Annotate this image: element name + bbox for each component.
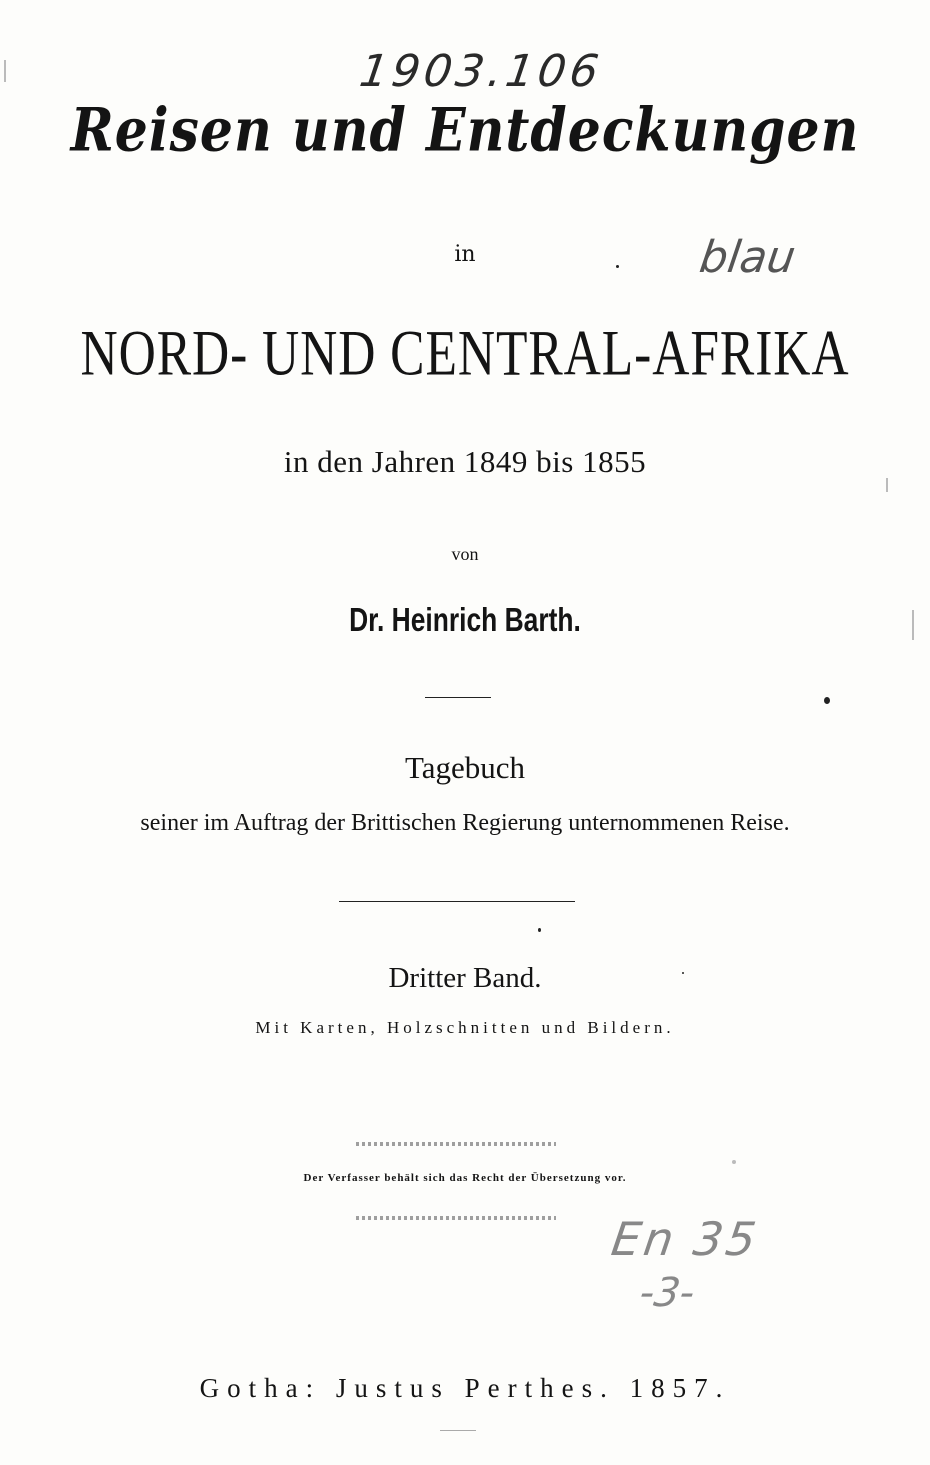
imprint-rule bbox=[440, 1430, 476, 1431]
author-name: Dr. Heinrich Barth. bbox=[349, 602, 581, 639]
by-line: von bbox=[451, 544, 479, 564]
ink-speck bbox=[616, 265, 619, 268]
publisher-imprint: Gotha: Justus Perthes. 1857. bbox=[199, 1373, 731, 1403]
handwritten-call-number: En 35 bbox=[608, 1212, 763, 1266]
subtitle: seiner im Auftrag der Brittischen Regierung unternommenen Reise. bbox=[140, 810, 790, 836]
volume-label: Dritter Band. bbox=[388, 962, 542, 994]
divider-short bbox=[425, 697, 491, 698]
rights-notice: Der Verfasser behält sich das Recht der Übersetzung vor. bbox=[303, 1172, 627, 1184]
handwritten-note: blau bbox=[696, 232, 799, 283]
ink-speck bbox=[824, 697, 830, 704]
years-line: in den Jahren 1849 bis 1855 bbox=[283, 444, 647, 479]
divider-long bbox=[339, 901, 575, 902]
diary-heading: Tagebuch bbox=[404, 750, 526, 785]
paper-mark bbox=[4, 60, 6, 82]
handwritten-call-sub: -3- bbox=[636, 1270, 698, 1316]
book-title: Reisen und Entdeckungen bbox=[70, 95, 860, 166]
ornament-rule-bottom bbox=[356, 1216, 556, 1220]
main-title: NORD- UND CENTRAL-AFRIKA bbox=[80, 318, 850, 390]
ornament-rule-top bbox=[356, 1142, 556, 1146]
illustrations-note: Mit Karten, Holzschnitten und Bildern. bbox=[255, 1018, 675, 1037]
paper-mark bbox=[912, 610, 914, 640]
paper-mark bbox=[886, 478, 888, 492]
ink-speck bbox=[538, 928, 541, 932]
paper-mark bbox=[732, 1160, 736, 1164]
title-preposition: in bbox=[454, 242, 476, 267]
ink-speck bbox=[682, 972, 684, 974]
handwritten-shelfmark: 1903.106 bbox=[356, 46, 606, 97]
